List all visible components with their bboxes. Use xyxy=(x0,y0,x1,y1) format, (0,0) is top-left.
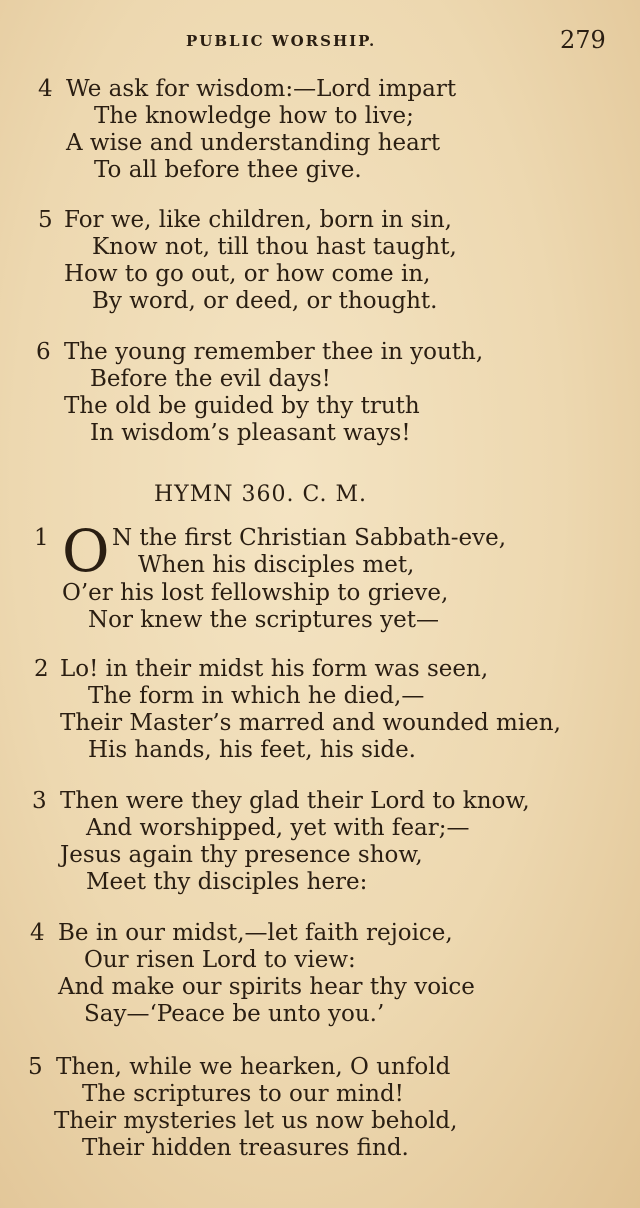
verse-line: Then, while we hearken, O unfold xyxy=(56,1054,451,1080)
verse-line: The old be guided by thy truth xyxy=(64,393,420,419)
verse-line: Meet thy disciples here: xyxy=(86,869,368,895)
verse-line: The young remember thee in youth, xyxy=(64,339,484,365)
page-number: 279 xyxy=(560,26,606,54)
verse-line: Know not, till thou hast taught, xyxy=(92,234,457,260)
hymn-title: HYMN 360. C. M. xyxy=(154,482,368,507)
verse-line: For we, like children, born in sin, xyxy=(64,207,452,233)
verse-line: In wisdom’s pleasant ways! xyxy=(90,420,411,446)
verse-line: And worshipped, yet with fear;— xyxy=(86,815,470,841)
stanza-number: 6 xyxy=(36,339,51,365)
verse-line: N the first Christian Sabbath-eve, xyxy=(112,525,507,551)
verse-line: Their hidden treasures find. xyxy=(82,1135,409,1161)
verse-line: The form in which he died,— xyxy=(88,683,425,709)
stanza-number: 4 xyxy=(38,76,53,102)
verse-line: His hands, his feet, his side. xyxy=(88,737,416,763)
stanza-number: 4 xyxy=(30,920,45,946)
verse-line: How to go out, or how come in, xyxy=(64,261,431,287)
verse-line: Our risen Lord to view: xyxy=(84,947,356,973)
verse-line: Be in our midst,—let faith rejoice, xyxy=(58,920,453,946)
stanza-number: 1 xyxy=(34,525,49,551)
verse-line: Their mysteries let us now behold, xyxy=(54,1108,458,1134)
verse-line: Their Master’s marred and wounded mien, xyxy=(60,710,561,736)
verse-line: The knowledge how to live; xyxy=(94,103,414,129)
verse-line: Jesus again thy presence show, xyxy=(60,842,423,868)
page-header xyxy=(0,26,640,56)
verse-line: Then were they glad their Lord to know, xyxy=(60,788,530,814)
verse-line: Nor knew the scriptures yet— xyxy=(88,607,439,633)
verse-line: Say—‘Peace be unto you.’ xyxy=(84,1001,385,1027)
verse-line: By word, or deed, or thought. xyxy=(92,288,438,314)
stanza-number: 2 xyxy=(34,656,49,682)
verse-line: And make our spirits hear thy voice xyxy=(58,974,475,1000)
verse-line: O’er his lost fellowship to grieve, xyxy=(62,580,449,606)
running-head: PUBLIC WORSHIP. xyxy=(186,32,377,50)
verse-line: We ask for wisdom:—Lord impart xyxy=(66,76,457,102)
verse-line: A wise and understanding heart xyxy=(66,130,441,156)
stanza-number: 5 xyxy=(28,1054,43,1080)
verse-line: Lo! in their midst his form was seen, xyxy=(60,656,489,682)
verse-line: When his disciples met, xyxy=(138,552,415,578)
stanza-number: 3 xyxy=(32,788,47,814)
drop-cap: O xyxy=(62,517,110,585)
verse-line: Before the evil days! xyxy=(90,366,331,392)
stanza-number: 5 xyxy=(38,207,53,233)
verse-line: The scriptures to our mind! xyxy=(82,1081,404,1107)
verse-line: To all before thee give. xyxy=(94,157,362,183)
